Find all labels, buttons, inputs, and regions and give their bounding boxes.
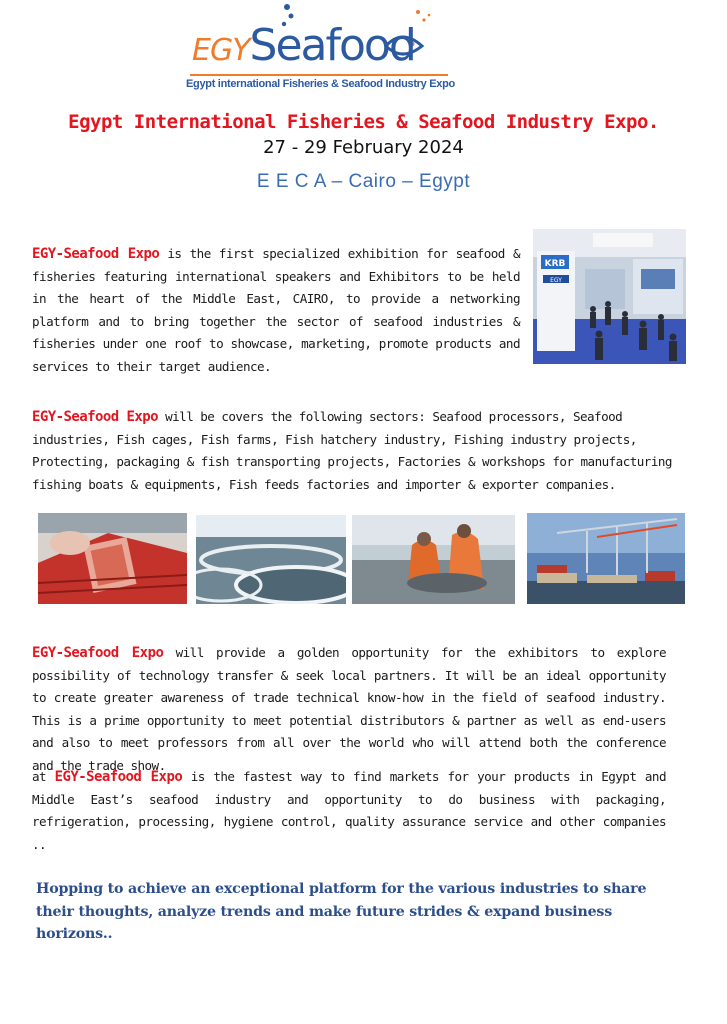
markets-paragraph (32, 766, 666, 856)
closing-statement: Hopping to achieve an exceptional platform for the various industries to share their thoughts, analyze trends and make future strides & expand business horizons.. (36, 881, 647, 942)
brand-name: EGY-Seafood Expo (32, 409, 159, 425)
logo-egy-text: EGY (192, 33, 250, 68)
expo-hall-photo (533, 229, 686, 364)
logo-tagline: Egypt international Fisheries & Seafood Industry Expo (186, 78, 455, 90)
fishermen-photo (352, 515, 515, 604)
port-cranes-photo (527, 513, 685, 604)
markets-text: is the fastest way to find markets for your products in Egypt and Middle East’s seafood industry and opportunity to do business with packaging, refrigeration, processing, hygiene control, quality assurance service and other companies .. (32, 769, 666, 852)
egy-seafood-logo (186, 2, 456, 94)
markets-prefix: at (32, 769, 55, 784)
logo-wordmark (192, 20, 415, 71)
event-dates: 27 - 29 February 2024 (263, 137, 464, 158)
opportunity-text: will provide a golden opportunity for the exhibitors to explore possibility of technology transfer & seek local partners. It will be an ideal opportunity to create greater awareness of trade technical know-how in the field of seafood industry. This is a prime opportunity to meet potential distributors & partner as well as end-users and also to meet professors from all over the world who will attend both the conference and the trade show. (32, 645, 666, 773)
opportunity-paragraph (32, 642, 666, 777)
brand-name: EGY-Seafood Expo (32, 645, 164, 661)
brand-name: EGY-Seafood Expo (54, 769, 183, 785)
intro-text: is the first specialized exhibition for seafood & fisheries featuring international speakers and Exhibitors to be held in the heart of the Middle East, CAIRO, to provide a networking platform and to bring together the sector of seafood industries & fisheries under one roof to showcase, marketing, promote products and services to their target audience. (32, 246, 521, 374)
logo-divider (190, 74, 448, 76)
booth-sign2-text: EGY (550, 277, 562, 284)
intro-paragraph (32, 243, 520, 378)
packaged-fish-photo (38, 513, 187, 604)
fish-farm-cages-photo (196, 515, 346, 604)
logo-seafood-text: Seafood (249, 20, 415, 71)
page-title: Egypt International Fisheries & Seafood Industry Expo. (68, 111, 659, 133)
sectors-paragraph (32, 406, 674, 496)
event-venue: E E C A – Cairo – Egypt (256, 171, 471, 192)
brand-name: EGY-Seafood Expo (32, 246, 160, 262)
sectors-text: will be covers the following sectors: Seafood processors, Seafood industries, Fish cages, Fish farms, Fish hatchery industry, Fishing industry projects, Protecting, packaging & fish transporting projects, Factories & workshops for manufacturing fishing boats & equipments, Fish feeds factories and importer & exporter companies. (32, 409, 672, 492)
booth-sign-text: KRB (544, 259, 566, 269)
